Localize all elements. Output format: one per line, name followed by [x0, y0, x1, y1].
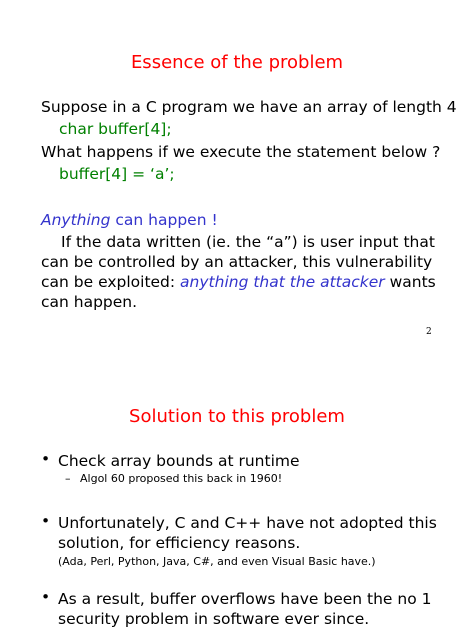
code-line: buffer[4] = ‘a’; [59, 165, 175, 183]
slide-title: Essence of the problem [130, 52, 344, 73]
page-number: 2 [426, 327, 432, 337]
paragraph-text: can be exploited: [41, 273, 181, 291]
text-line: What happens if we execute the statement below ? [41, 143, 441, 161]
bullet-text: security problem in software ever since. [58, 610, 370, 628]
bullet-text: As a result, buffer overflows have been the no 1 [58, 590, 432, 608]
note-text: (Ada, Perl, Python, Java, C#, and even Visual Basic have.) [58, 555, 376, 568]
bullet-text: Check array bounds at runtime [58, 452, 300, 470]
slide-solution [0, 360, 474, 632]
anything-line [41, 210, 218, 230]
slide-title: Solution to this problem [129, 406, 345, 427]
anything-word: Anything [41, 211, 111, 229]
sub-bullet-text: Algol 60 proposed this back in 1960! [80, 472, 283, 485]
paragraph-line [41, 272, 436, 292]
sub-marker: – [65, 472, 71, 485]
bullet-text: Unfortunately, C and C++ have not adopted this [58, 514, 437, 532]
code-line: char buffer[4]; [59, 120, 172, 138]
paragraph-line: can happen. [41, 293, 138, 311]
can-happen-text: can happen ! [110, 211, 218, 229]
emphasis-text: anything that the attacker [180, 273, 385, 291]
text-line: Suppose in a C program we have an array of length 4 [41, 98, 457, 116]
bullet-marker: • [41, 512, 51, 530]
bullet-marker: • [41, 450, 51, 468]
paragraph-line: can be controlled by an attacker, this vulnerability [41, 253, 433, 271]
paragraph-line: If the data written (ie. the “a”) is user input that [61, 233, 435, 251]
bullet-marker: • [41, 588, 51, 606]
paragraph-text: wants [384, 273, 436, 291]
bullet-text: solution, for efficiency reasons. [58, 534, 301, 552]
